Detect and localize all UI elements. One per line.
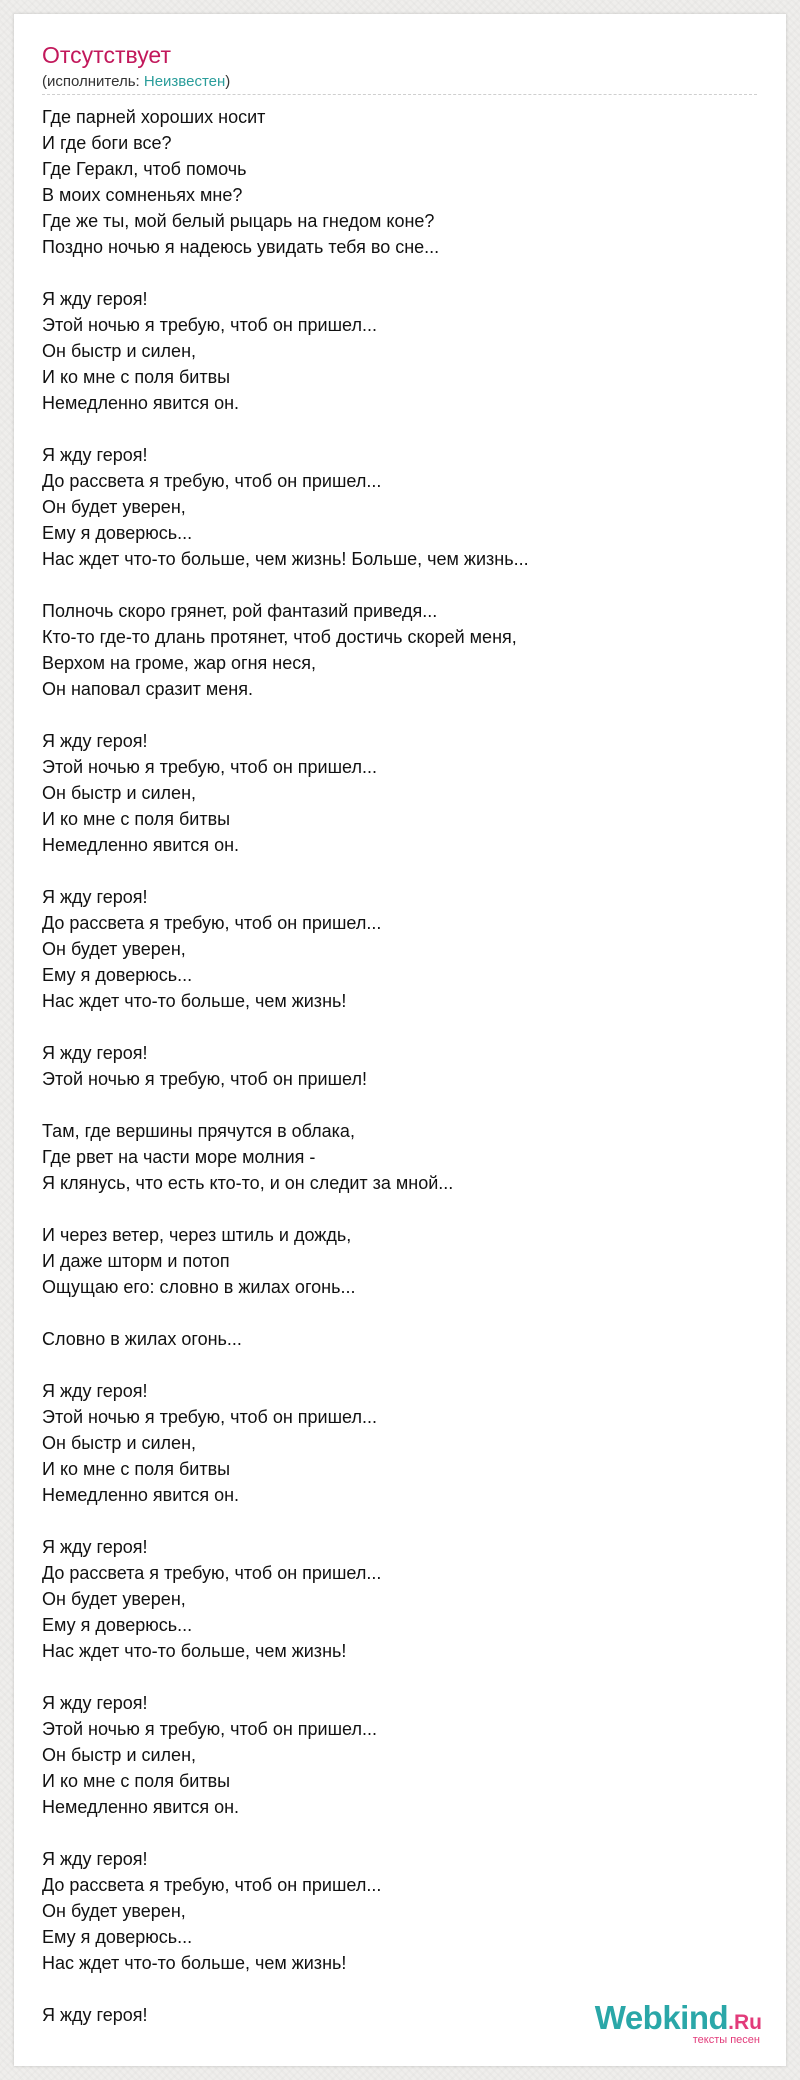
lyric-line: И через ветер, через штиль и дождь, (42, 1225, 352, 1245)
lyric-line: Кто-то где-то длань протянет, чтоб достичь скорей меня, (42, 627, 517, 647)
logo-tld-text: .Ru (728, 2011, 762, 2034)
lyric-line: Поздно ночью я надеюсь увидать тебя во сне... (42, 237, 440, 257)
lyric-line: Этой ночью я требую, чтоб он пришел... (42, 1407, 377, 1427)
lyric-line: Немедленно явится он. (42, 1485, 240, 1505)
lyric-line: До рассвета я требую, чтоб он пришел... (42, 471, 382, 491)
lyric-line: Я жду героя! (42, 289, 148, 309)
lyric-line: В моих сомненьях мне? (42, 185, 243, 205)
lyric-line: Нас ждет что-то больше, чем жизнь! (42, 991, 347, 1011)
logo-wordmark (595, 2001, 762, 2035)
stanza-gap (42, 416, 529, 442)
stanza-gap (42, 260, 529, 286)
lyric-line: Немедленно явится он. (42, 1797, 240, 1817)
lyric-line: И даже шторм и потоп (42, 1251, 230, 1271)
lyric-line: Нас ждет что-то больше, чем жизнь! (42, 1953, 347, 1973)
lyric-line: Этой ночью я требую, чтоб он пришел! (42, 1069, 367, 1089)
lyric-line: Я жду героя! (42, 887, 148, 907)
stanza-gap (42, 1820, 529, 1846)
lyric-line: Я жду героя! (42, 731, 148, 751)
logo-tagline: тексты песен (692, 2034, 760, 2046)
lyric-line: Я жду героя! (42, 1849, 148, 1869)
lyric-line: И где боги все? (42, 133, 172, 153)
lyric-line: Он наповал сразит меня. (42, 679, 253, 699)
lyric-line: И ко мне с поля битвы (42, 367, 231, 387)
lyric-line: Где же ты, мой белый рыцарь на гнедом коне? (42, 211, 435, 231)
lyric-line: Он будет уверен, (42, 497, 186, 517)
lyric-line: Ощущаю его: словно в жилах огонь... (42, 1277, 356, 1297)
stanza-gap (42, 1664, 529, 1690)
lyric-line: Я клянусь, что есть кто-то, и он следит за мной... (42, 1173, 454, 1193)
title-divider (42, 94, 757, 95)
lyric-line: Там, где вершины прячутся в облака, (42, 1121, 355, 1141)
lyric-line: Немедленно явится он. (42, 393, 240, 413)
stanza-gap (42, 1092, 529, 1118)
artist-prefix: (исполнитель: (42, 73, 144, 90)
stanza-gap (42, 1508, 529, 1534)
lyric-line: Немедленно явится он. (42, 835, 240, 855)
lyric-line: Он будет уверен, (42, 939, 186, 959)
lyric-line: Нас ждет что-то больше, чем жизнь! (42, 1641, 347, 1661)
lyric-line: Верхом на громе, жар огня неся, (42, 653, 316, 673)
lyric-line: Он быстр и силен, (42, 783, 197, 803)
lyric-line: Полночь скоро грянет, рой фантазий приведя... (42, 601, 438, 621)
lyrics-card (14, 14, 786, 2066)
lyric-line: Я жду героя! (42, 2005, 148, 2025)
lyric-line: До рассвета я требую, чтоб он пришел... (42, 1875, 382, 1895)
lyric-line: И ко мне с поля битвы (42, 1771, 231, 1791)
lyric-line: До рассвета я требую, чтоб он пришел... (42, 1563, 382, 1583)
lyric-line: Где Геракл, чтоб помочь (42, 159, 247, 179)
lyric-line: Он будет уверен, (42, 1589, 186, 1609)
lyric-line: Ему я доверюсь... (42, 965, 193, 985)
site-logo[interactable] (595, 2001, 762, 2046)
lyric-line: Он быстр и силен, (42, 341, 197, 361)
artist-suffix: ) (225, 73, 231, 90)
logo-main-text: Webkind (594, 1999, 729, 2036)
song-title: Отсутствует (42, 42, 171, 68)
lyric-line: Он быстр и силен, (42, 1745, 197, 1765)
lyric-line: Я жду героя! (42, 1693, 148, 1713)
lyric-line: Ему я доверюсь... (42, 523, 193, 543)
stanza-gap (42, 572, 529, 598)
lyric-line: Где парней хороших носит (42, 107, 266, 127)
stanza-gap (42, 858, 529, 884)
lyric-line: Этой ночью я требую, чтоб он пришел... (42, 757, 377, 777)
stanza-gap (42, 1976, 529, 2002)
lyric-line: Этой ночью я требую, чтоб он пришел... (42, 315, 377, 335)
lyric-line: Этой ночью я требую, чтоб он пришел... (42, 1719, 377, 1739)
artist-link[interactable]: Неизвестен (143, 73, 226, 90)
artist-line (42, 73, 230, 91)
lyric-line: Нас ждет что-то больше, чем жизнь! Больше, чем жизнь... (42, 549, 529, 569)
lyric-line: Я жду героя! (42, 1043, 148, 1063)
stanza-gap (42, 1014, 529, 1040)
lyric-line: И ко мне с поля битвы (42, 1459, 231, 1479)
lyric-line: Он будет уверен, (42, 1901, 186, 1921)
lyric-line: Я жду героя! (42, 445, 148, 465)
stanza-gap (42, 1196, 529, 1222)
lyric-line: Словно в жилах огонь... (42, 1329, 242, 1349)
lyric-line: Ему я доверюсь... (42, 1615, 193, 1635)
lyric-line: И ко мне с поля битвы (42, 809, 231, 829)
stanza-gap (42, 702, 529, 728)
stanza-gap (42, 1300, 529, 1326)
stanza-gap (42, 1352, 529, 1378)
lyric-line: Я жду героя! (42, 1537, 148, 1557)
lyric-line: Где рвет на части море молния - (42, 1147, 316, 1167)
lyric-line: До рассвета я требую, чтоб он пришел... (42, 913, 382, 933)
lyric-line: Я жду героя! (42, 1381, 148, 1401)
lyrics-body (42, 104, 529, 2028)
lyric-line: Он быстр и силен, (42, 1433, 197, 1453)
lyric-line: Ему я доверюсь... (42, 1927, 193, 1947)
